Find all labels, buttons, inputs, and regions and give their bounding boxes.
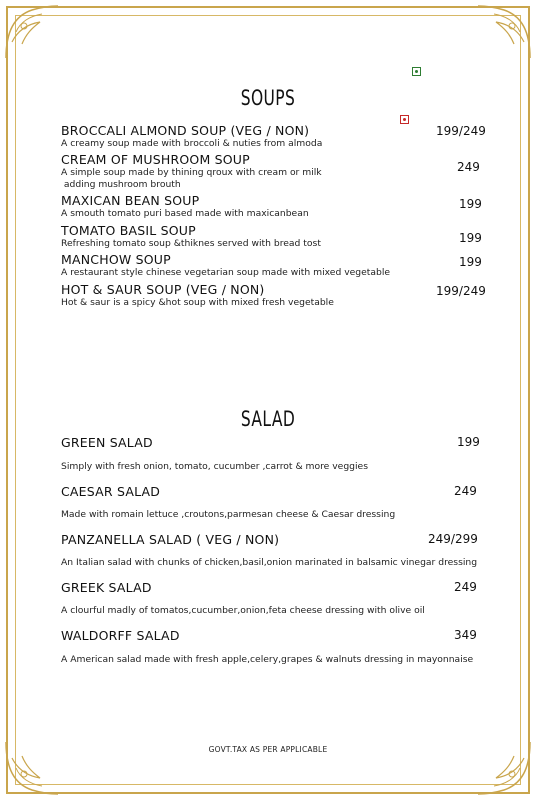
item-description: adding mushroom brouth	[61, 179, 181, 190]
item-price: 199	[459, 255, 482, 269]
item-description: Refreshing tomato soup &thiknes served with bread tost	[61, 238, 321, 249]
item-price: 199/249	[436, 124, 486, 138]
soups-section-title: SOUPS	[240, 86, 296, 110]
menu-item	[61, 628, 481, 643]
item-price: 249	[454, 580, 477, 594]
menu-item	[61, 532, 481, 547]
item-name: PANZANELLA SALAD ( VEG / NON)	[61, 532, 280, 547]
item-price: 249/299	[428, 532, 478, 546]
item-description: A restaurant style chinese vegetarian soup made with mixed vegetable	[61, 267, 391, 278]
item-name: GREEN SALAD	[61, 435, 153, 450]
item-description: Made with romain lettuce ,croutons,parmesan cheese & Caesar dressing	[61, 509, 396, 520]
item-price: 349	[454, 628, 477, 642]
item-description: A creamy soup made with broccoli & nuties from almoda	[61, 138, 323, 149]
menu-item	[61, 484, 481, 499]
salad-section-title: SALAD	[240, 407, 296, 431]
item-description: An Italian salad with chunks of chicken,basil,onion marinated in balsamic vinegar dressing	[61, 557, 478, 568]
item-name: CAESAR SALAD	[61, 484, 161, 499]
item-description: Simply with fresh onion, tomato, cucumber ,carrot & more veggies	[61, 461, 368, 472]
corner-ornament-icon	[2, 2, 62, 62]
menu-item	[61, 152, 481, 191]
item-price: 199	[459, 231, 482, 245]
tax-footnote: GOVT.TAX AS PER APPLICABLE	[208, 745, 328, 754]
item-name: MANCHOW SOUP	[61, 252, 171, 267]
menu-item	[61, 580, 481, 595]
menu-item	[61, 282, 481, 309]
item-name: BROCCALI ALMOND SOUP (VEG / NON)	[61, 123, 310, 138]
menu-item	[61, 252, 481, 279]
menu-item	[61, 123, 481, 150]
item-description: A American salad made with fresh apple,celery,grapes & walnuts dressing in mayonnaise	[61, 654, 474, 665]
item-description: A smouth tomato puri based made with maxicanbean	[61, 208, 309, 219]
item-description: Hot & saur is a spicy &hot soup with mixed fresh vegetable	[61, 297, 334, 308]
menu-item	[61, 223, 481, 250]
item-name: CREAM OF MUSHROOM SOUP	[61, 152, 250, 167]
menu-item	[61, 193, 481, 220]
item-name: WALDORFF SALAD	[61, 628, 180, 643]
item-name: TOMATO BASIL SOUP	[61, 223, 196, 238]
item-name: HOT & SAUR SOUP (VEG / NON)	[61, 282, 265, 297]
item-description: A clourful madly of tomatos,cucumber,onion,feta cheese dressing with olive oil	[61, 605, 425, 616]
item-price: 249	[457, 160, 480, 174]
veg-icon	[412, 67, 421, 76]
corner-ornament-icon	[474, 2, 534, 62]
item-price: 199	[459, 197, 482, 211]
item-description: A simple soup made by thining qroux with cream or milk	[61, 167, 322, 178]
item-name: GREEK SALAD	[61, 580, 152, 595]
menu-item	[61, 435, 481, 450]
item-price: 249	[454, 484, 477, 498]
item-name: MAXICAN BEAN SOUP	[61, 193, 200, 208]
item-price: 199	[457, 435, 480, 449]
item-price: 199/249	[436, 284, 486, 298]
